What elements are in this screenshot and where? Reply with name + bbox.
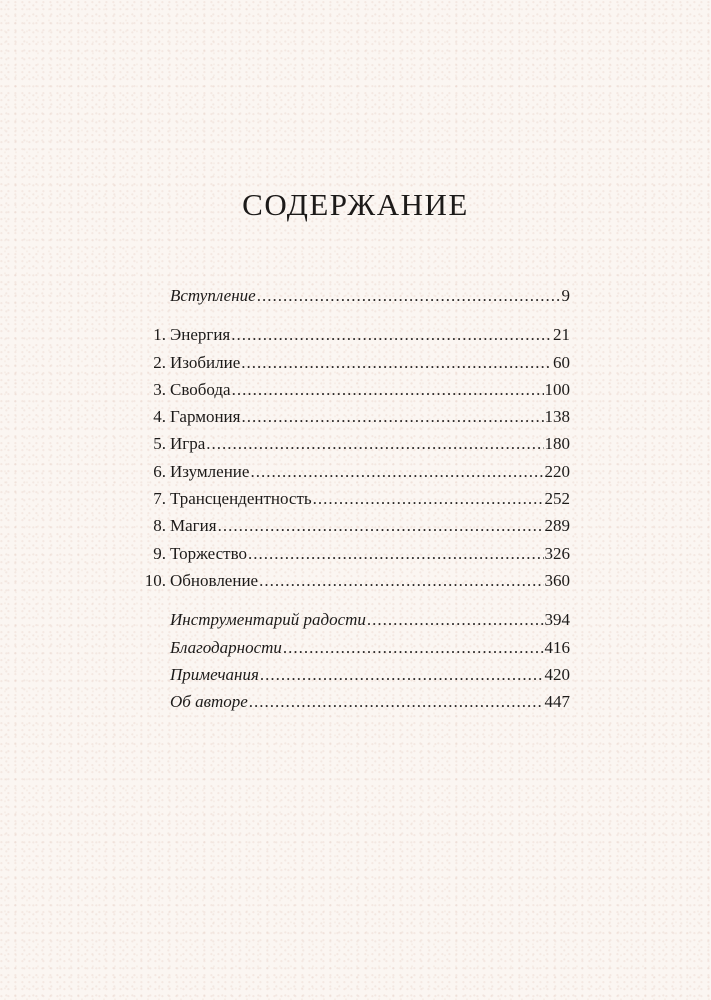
entry-title: Торжество bbox=[170, 543, 247, 563]
toc-entry-intro bbox=[134, 282, 570, 309]
entry-page: 289 bbox=[544, 516, 570, 536]
entry-number: 9. bbox=[153, 543, 166, 563]
dot-leader bbox=[241, 403, 543, 430]
entry-number: 4. bbox=[153, 407, 166, 427]
entry-page: 9 bbox=[561, 286, 570, 305]
dot-leader bbox=[241, 349, 552, 376]
toc-entry-chapter bbox=[134, 321, 570, 348]
entry-page: 252 bbox=[544, 489, 570, 509]
entry-number: 2. bbox=[153, 352, 166, 372]
entry-page: 394 bbox=[544, 610, 570, 630]
dot-leader bbox=[367, 606, 544, 633]
dot-leader bbox=[283, 634, 544, 661]
entry-title: Вступление bbox=[170, 286, 256, 305]
entry-title: Гармония bbox=[170, 407, 241, 427]
dot-leader bbox=[231, 321, 552, 348]
entry-number: 1. bbox=[153, 325, 166, 345]
toc-entry-appendix bbox=[134, 688, 570, 715]
toc-entry-chapter bbox=[134, 403, 570, 430]
entry-page: 416 bbox=[544, 637, 570, 657]
toc-entry-chapter bbox=[134, 458, 570, 485]
entry-page: 220 bbox=[544, 461, 570, 481]
entry-page: 447 bbox=[544, 692, 570, 712]
dot-leader bbox=[313, 485, 544, 512]
entry-number: 10. bbox=[144, 570, 166, 590]
entry-title: Свобода bbox=[170, 379, 231, 399]
table-of-contents bbox=[134, 282, 570, 715]
entry-page: 21 bbox=[553, 325, 570, 345]
dot-leader bbox=[257, 282, 561, 309]
entry-page: 100 bbox=[544, 379, 570, 399]
dot-leader bbox=[250, 458, 543, 485]
toc-entry-appendix bbox=[134, 606, 570, 633]
dot-leader bbox=[232, 376, 544, 403]
toc-entry-chapter bbox=[134, 540, 570, 567]
dot-leader bbox=[249, 688, 544, 715]
toc-entry-chapter bbox=[134, 512, 570, 539]
dot-leader bbox=[248, 540, 544, 567]
entry-title: Об авторе bbox=[170, 692, 248, 712]
entry-page: 180 bbox=[544, 434, 570, 454]
entry-page: 360 bbox=[544, 570, 570, 590]
toc-entry-chapter bbox=[134, 376, 570, 403]
entry-number: 5. bbox=[153, 434, 166, 454]
entry-title: Примечания bbox=[170, 664, 259, 684]
entry-title: Игра bbox=[170, 434, 206, 454]
dot-leader bbox=[206, 430, 543, 457]
entry-page: 326 bbox=[544, 543, 570, 563]
entry-page: 420 bbox=[544, 664, 570, 684]
toc-entry-chapter bbox=[134, 567, 570, 594]
toc-entry-chapter bbox=[134, 485, 570, 512]
section-gap bbox=[134, 594, 570, 606]
entry-title: Магия bbox=[170, 516, 217, 536]
entry-title: Изумление bbox=[170, 461, 250, 481]
toc-entry-chapter bbox=[134, 430, 570, 457]
dot-leader bbox=[259, 567, 543, 594]
entry-page: 138 bbox=[544, 407, 570, 427]
toc-entry-appendix bbox=[134, 661, 570, 688]
dot-leader bbox=[218, 512, 544, 539]
dot-leader bbox=[260, 661, 544, 688]
entry-number: 3. bbox=[153, 379, 166, 399]
toc-entry-appendix bbox=[134, 634, 570, 661]
entry-title: Энергия bbox=[170, 325, 231, 345]
entry-page: 60 bbox=[553, 352, 570, 372]
entry-title: Обновление bbox=[170, 570, 259, 590]
toc-entry-chapter bbox=[134, 349, 570, 376]
entry-number: 8. bbox=[153, 516, 166, 536]
entry-number: 6. bbox=[153, 461, 166, 481]
entry-title: Трансцендентность bbox=[170, 489, 312, 509]
entry-title: Инструментарий радости bbox=[170, 610, 366, 630]
section-gap bbox=[134, 309, 570, 321]
page-title: СОДЕРЖАНИЕ bbox=[242, 187, 469, 222]
entry-title: Изобилие bbox=[170, 352, 241, 372]
entry-number: 7. bbox=[153, 489, 166, 509]
entry-title: Благодарности bbox=[170, 637, 282, 657]
